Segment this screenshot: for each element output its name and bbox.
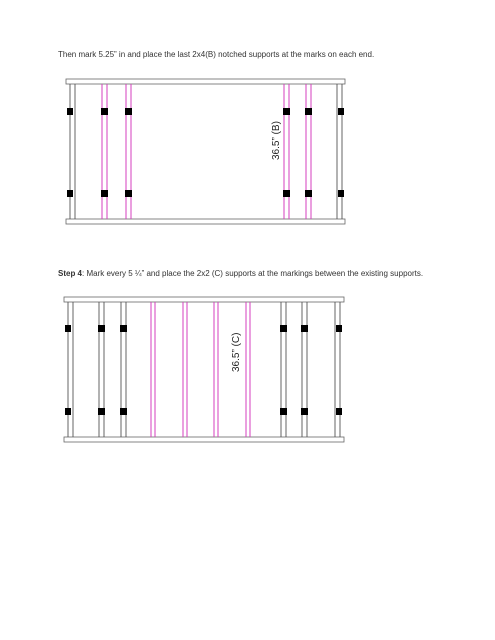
frame-diagram-step3 [66, 79, 345, 224]
bottom-rail [64, 437, 344, 442]
top-rail [66, 79, 345, 84]
step3-instruction: Then mark 5.25” in and place the last 2x4(B) notched supports at the marks on each end. [58, 50, 375, 59]
notches-bottom-row [67, 190, 344, 197]
notches-bottom-row [65, 408, 342, 415]
dimension-label-c: 36.5” (C) [231, 332, 242, 372]
notches-top-row [67, 108, 344, 115]
dimension-label-b: 36.5” (B) [271, 121, 282, 160]
frame-diagram-step4 [64, 297, 344, 442]
step4-label: Step 4 [58, 269, 83, 278]
bottom-rail [66, 219, 345, 224]
top-rail [64, 297, 344, 302]
step4-text: : Mark every 5 ¼” and place the 2x2 (C) supports at the markings between the existing supports. [82, 269, 424, 278]
notches-top-row [65, 325, 342, 332]
